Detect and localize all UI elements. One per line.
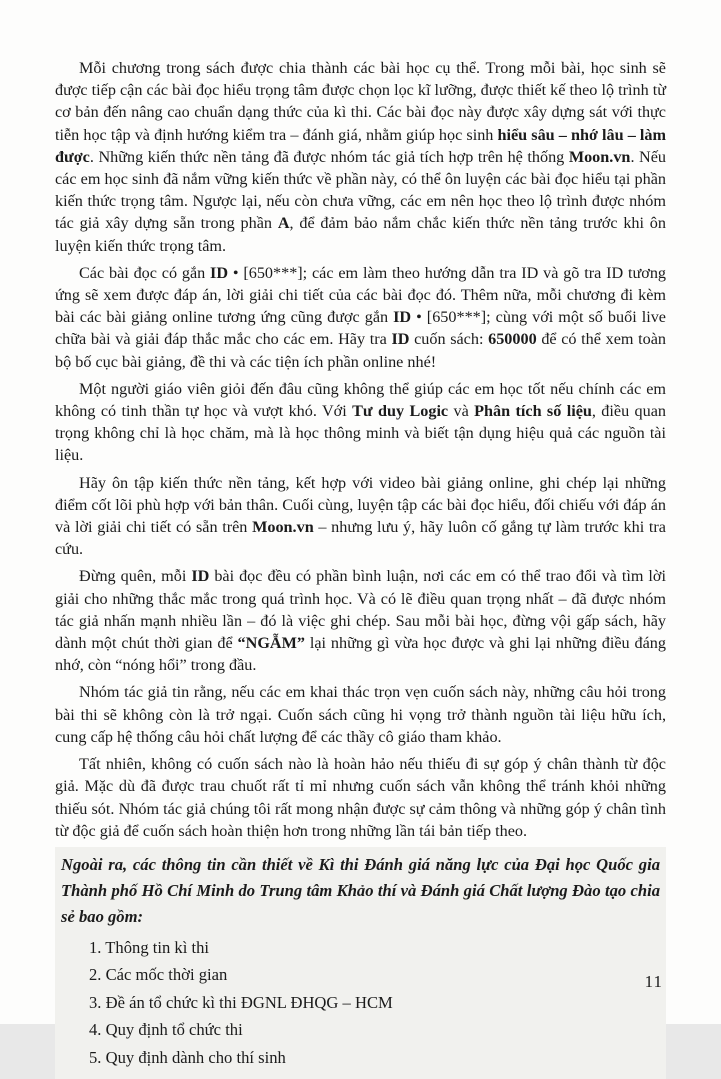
- paragraph-id-lookup: Các bài đọc có gắn ID • [650***]; các em làm theo hướng dẫn tra ID và gõ tra ID tương ứng sẽ xem được đáp án, lời giải chi tiết của các bài đọc đó. Thêm nữa, mỗi chương đi kèm bài các bài giảng online tương ứng cũng được gắn ID • [650***]; cùng với một số buổi live chữa bài và giải đáp thắc mắc cho các em. Hãy tra ID cuốn sách: 650000 để có thể xem toàn bộ bố cục bài giảng, đề thi và các tiện ích phần online nhé!: [55, 263, 667, 371]
- exam-info-list: [61, 934, 660, 1072]
- list-item-exam-info: 1. Thông tin kì thi: [89, 937, 210, 957]
- paragraph-comments-notes: Đừng quên, mỗi ID bài đọc đều có phần bình luận, nơi các em có thể trao đổi và tìm lời giải cho những thắc mắc trong quá trình học. Và có lẽ điều quan trọng nhất – đã được nhóm tác giả nhấn mạnh nhiều lần – đó là việc ghi chép. Sau mỗi bài học, đừng vội gấp sách, hãy dành một chút thời gian để “NGẪM” lại những gì vừa học được và ghi lại những điều đáng nhớ, còn “nóng hổi” trong đầu.: [55, 567, 666, 675]
- paragraph-study-method: Hãy ôn tập kiến thức nền tảng, kết hợp với video bài giảng online, ghi chép lại những điểm cốt lõi phù hợp với bản thân. Cuối cùng, luyện tập các bài đọc hiểu, đối chiếu với đáp án và lời giải chi tiết có sẵn trên Moon.vn – nhưng lưu ý, hãy luôn cố gắng tự làm trước khi tra cứu.: [55, 473, 666, 559]
- list-item-exam-plan: 3. Đề án tổ chức kì thi ĐGNL ĐHQG – HCM: [89, 992, 393, 1012]
- list-item-timeline: 2. Các mốc thời gian: [89, 965, 228, 985]
- paragraph-authors-belief: Nhóm tác giả tin rằng, nếu các em khai thác trọn vẹn cuốn sách này, những câu hỏi trong bài thi sẽ không còn là trở ngại. Cuốn sách cũng hi vọng trở thành nguồn tài liệu hữu ích, cung cấp hệ thống câu hỏi chất lượng để các thầy cô giáo tham khảo.: [55, 683, 666, 746]
- exam-info-section: [55, 847, 666, 1079]
- page-content: [55, 57, 666, 1079]
- paragraph-chapters-overview: Mỗi chương trong sách được chia thành các bài học cụ thể. Trong mỗi bài, học sinh sẽ được tiếp cận các bài đọc hiểu trọng tâm được chọn lọc kĩ lưỡng, được thiết kế theo lộ trình từ cơ bản đến nâng cao chuẩn dạng thức của kì thi. Các bài đọc này được xây dựng sát với thực tiễn học tập và định hướng kiểm tra – đánh giá, nhằm giúp học sinh hiểu sâu – nhớ lâu – làm được. Những kiến thức nền tảng đã được nhóm tác giả tích hợp trên hệ thống Moon.vn. Nếu các em học sinh đã nắm vững kiến thức về phần này, có thể ôn luyện các bài đọc hiểu tại phần kiến thức trọng tâm. Ngược lại, nếu còn chưa vững, các em nên học theo lộ trình được nhóm tác giả xây dựng sẵn trong phần A, để đảm bảo nắm chắc kiến thức nền tảng trước khi ôn luyện kiến thức trọng tâm.: [55, 59, 666, 255]
- paragraph-self-study: Một người giáo viên giỏi đến đâu cũng không thể giúp các em học tốt nếu chính các em không có tinh thần tự học và vượt khó. Với Tư duy Logic và Phân tích số liệu, điều quan trọng không chỉ là học chăm, mà là học thông minh và biết tận dụng hiệu quả các nguồn tài liệu.: [55, 379, 667, 465]
- paragraph-feedback-request: Tất nhiên, không có cuốn sách nào là hoàn hảo nếu thiếu đi sự góp ý chân thành từ độc giả. Mặc dù đã được trau chuốt rất tỉ mỉ nhưng cuốn sách vẫn không thể tránh khỏi những thiếu sót. Nhóm tác giả chúng tôi rất mong nhận được sự cảm thông và những góp ý chân tình từ độc giả để cuốn sách hoàn thiện hơn trong những lần tái bản tiếp theo.: [55, 755, 666, 840]
- list-item-candidate-rules: 5. Quy định dành cho thí sinh: [89, 1047, 286, 1067]
- exam-info-heading: Ngoài ra, các thông tin cần thiết về Kì thi Đánh giá năng lực của Đại học Quốc gia Thành phố Hồ Chí Minh do Trung tâm Khảo thí và Đánh giá Chất lượng Đào tạo chia sẻ bao gồm:: [61, 854, 660, 926]
- list-item-exam-rules: 4. Quy định tổ chức thi: [89, 1020, 243, 1040]
- page-number: 11: [644, 972, 663, 991]
